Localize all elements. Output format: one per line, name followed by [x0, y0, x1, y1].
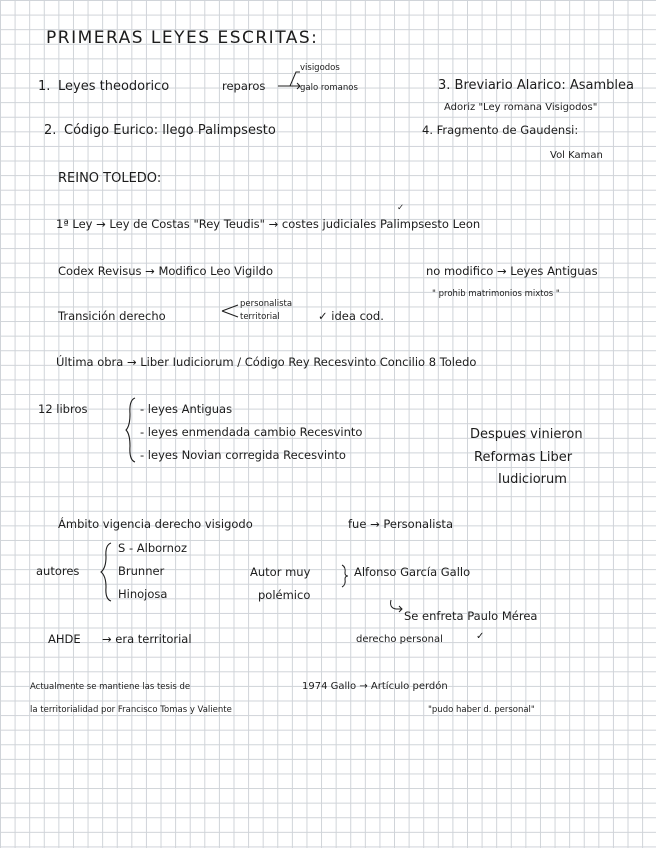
actualmente-line1: Actualmente se mantiene las tesis de	[30, 682, 191, 692]
item1-number: 1.	[38, 79, 51, 94]
reino-heading: REINO TOLEDO:	[58, 171, 162, 186]
reino-line3-territorial: territorial	[240, 312, 280, 322]
item1-galo-romanos: galo romanos	[300, 83, 358, 93]
item1-visigodos: visigodos	[300, 63, 340, 73]
reino-line3-personalista: personalista	[240, 299, 293, 309]
autores-item3: Hinojosa	[118, 587, 168, 601]
page-title: PRIMERAS LEYES ESCRITAS:	[46, 28, 319, 48]
reino-line3-idea: ✓ idea cod.	[318, 309, 384, 323]
ambito-text: Ámbito vigencia derecho visigodo	[58, 517, 253, 531]
autores-brace	[100, 541, 114, 603]
autores-alfonso: Alfonso García Gallo	[354, 565, 471, 579]
item4-line2: Vol Kaman	[550, 150, 603, 161]
reino-check-mark: ✓	[397, 203, 405, 213]
ahde-label: AHDE	[48, 632, 81, 646]
item4-line1: 4. Fragmento de Gaudensi:	[422, 123, 579, 137]
libros-note-line1: Despues vinieron	[470, 427, 583, 442]
reino-line2-no-modifico: no modifico → Leyes Antiguas	[426, 264, 598, 278]
autores-se-enfrenta: Se enfreta Paulo Mérea	[404, 609, 538, 623]
autores-enfrenta-arrow	[388, 598, 404, 614]
autores-gallo-brace	[340, 563, 350, 589]
libros-item1: - leyes Antiguas	[140, 402, 233, 416]
actualmente-line2: la territorialidad por Francisco Tomas y Valiente	[30, 705, 232, 715]
item1-reparos: reparos	[222, 79, 266, 93]
autores-item1: S - Albornoz	[118, 541, 188, 555]
item3-line1: 3. Breviario Alarico: Asamblea	[438, 78, 634, 93]
libros-note-line3: Iudiciorum	[498, 472, 567, 487]
item2-number: 2.	[44, 123, 57, 138]
libros-brace	[125, 396, 139, 466]
autores-derecho-personal: derecho personal	[356, 634, 443, 645]
reino-line1: 1ª Ley → Ley de Costas "Rey Teudis" → costes judiciales Palimpsesto Leon	[56, 217, 481, 231]
item1-text: Leyes theodorico	[58, 79, 170, 94]
actualmente-year-text: 1974 Gallo → Artículo perdón	[302, 681, 448, 692]
libros-label: 12 libros	[38, 402, 88, 416]
autores-autor-muy: Autor muy	[250, 565, 311, 579]
item3-line2: Adoriz "Ley romana Visigodos"	[444, 102, 598, 113]
item2-text: Código Eurico: llego Palimpsesto	[64, 123, 276, 138]
reino-line4: Última obra → Liber Iudiciorum / Código Rey Recesvinto Concilio 8 Toledo	[56, 355, 477, 369]
autores-check: ✓	[476, 631, 485, 642]
ambito-fue: fue → Personalista	[348, 517, 453, 531]
libros-note-line2: Reformas Liber	[474, 450, 573, 465]
reino-line2: Codex Revisus → Modifico Leo Vigildo	[58, 264, 273, 278]
reino-line2-prohib: " prohib matrimonios mixtos "	[432, 289, 560, 299]
item1-split-arrow	[276, 66, 302, 92]
reino-split-arrow	[220, 301, 240, 321]
libros-item2: - leyes enmendada cambio Recesvinto	[140, 425, 363, 439]
autores-polemico: polémico	[258, 588, 311, 602]
autores-item2: Brunner	[118, 564, 165, 578]
ahde-text: → era territorial	[102, 632, 192, 646]
autores-label: autores	[36, 564, 80, 578]
reino-line3: Transición derecho	[58, 309, 166, 323]
libros-item3: - leyes Novian corregida Recesvinto	[140, 448, 346, 462]
actualmente-quote: "pudo haber d. personal"	[428, 705, 535, 715]
